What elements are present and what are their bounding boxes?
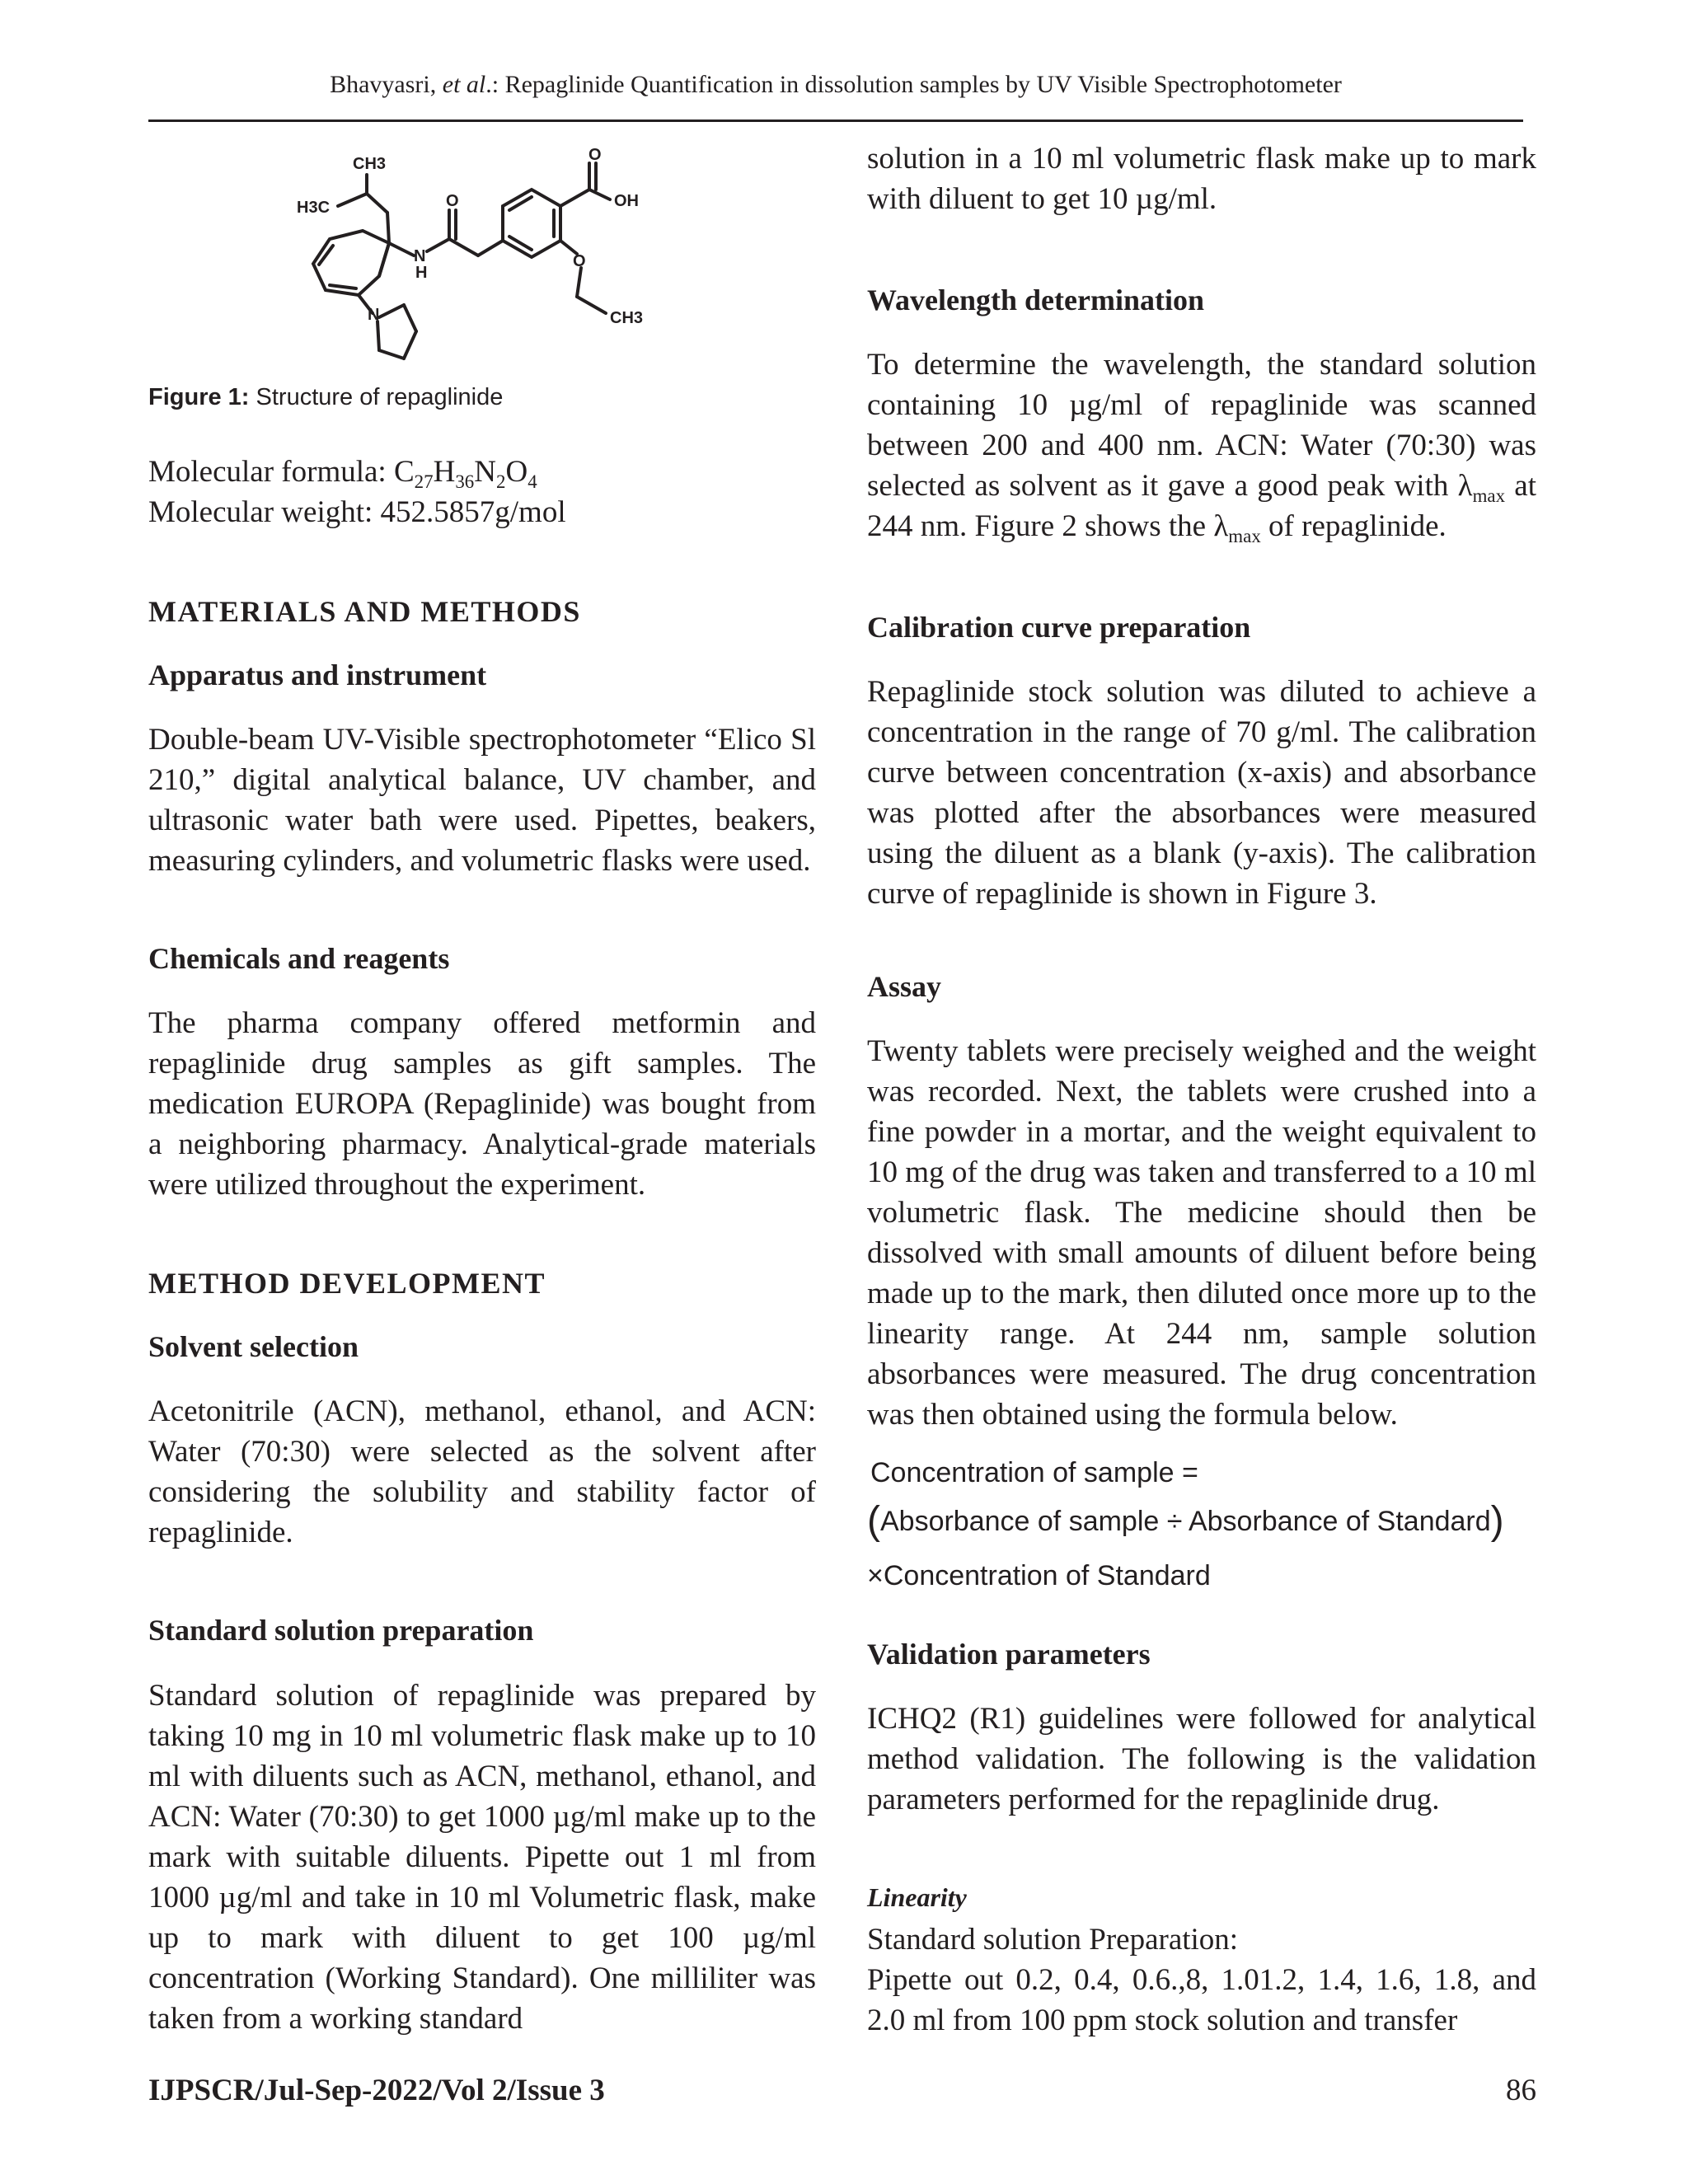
figure-1-caption-label: Figure 1: <box>148 384 250 410</box>
paragraph-wavelength: To determine the wavelength, the standard solution containing 10 µg/ml of repaglinide was scanned between 200 and 400 nm. ACN: Water (70:30) was selected as solvent as it gave a good peak with $\lambda_{max}$ at 244 nm. Figure 2 shows the $\lambda_{max}$ of repaglinide. <box>867 348 1537 547</box>
footer-page-number: 86 <box>1506 2074 1536 2107</box>
formula-line-1: Concentration of sample = <box>870 1457 1198 1488</box>
formula-line-3: ×Concentration of Standard <box>867 1560 1211 1591</box>
molecule-bonds <box>313 163 610 359</box>
paragraph-assay: Twenty tablets were precisely weighed and the weight was recorded. Next, the tablets were crushed into a fine powder in a mortar, and the weight equivalent to 10 mg of the drug was taken and transferred to a 10 ml volumetric flask. The medicine should then be dissolved with small amounts of diluent before being made up to the mark, then diluted once more up to the linearity range. At 244 nm, sample solution absorbances were measured. The drug concentration was then obtained using the formula below. <box>867 1034 1536 1432</box>
atom-label-oh: OH <box>614 192 639 210</box>
atom-label-ch3-top: CH3 <box>353 155 387 173</box>
atom-label-ch3-ethoxy: CH3 <box>610 309 644 327</box>
subheading-assay: Assay <box>867 970 942 1003</box>
running-header <box>148 70 1523 100</box>
subheading-validation: Validation parameters <box>867 1638 1151 1671</box>
subheading-linearity: Linearity <box>867 1882 967 1912</box>
figure-1-caption-text: Structure of repaglinide <box>249 384 504 410</box>
atom-label-piperidine-n: N <box>368 306 380 324</box>
header-rule <box>148 120 1523 122</box>
figure-1-structure <box>280 148 676 371</box>
subheading-wavelength: Wavelength determination <box>867 284 1204 316</box>
atom-label-amide-n: N <box>414 247 426 265</box>
atom-label-ether-o: O <box>573 252 586 270</box>
figure-1-caption <box>148 384 503 411</box>
subheading-solvent: Solvent selection <box>148 1330 359 1363</box>
footer-journal: IJPSCR/Jul-Sep-2022/Vol 2/Issue 3 <box>148 2074 605 2107</box>
header-authors: Bhavyasri, <box>330 71 443 98</box>
molecular-weight: Molecular weight: 452.5857g/mol <box>148 495 566 529</box>
subheading-chemicals: Chemicals and reagents <box>148 942 450 975</box>
formula-line-2: (Absorbance of sample ÷ Absorbance of Standard) <box>867 1499 1504 1543</box>
header-title: .: Repaglinide Quantification in dissolution samples by UV Visible Spectrophotometer <box>485 71 1342 98</box>
paragraph-validation: ICHQ2 (R1) guidelines were followed for analytical method validation. The following is the validation parameters performed for the repaglinide drug. <box>867 1702 1536 1816</box>
paragraph-linearity: Pipette out 0.2, 0.4, 0.6.,8, 1.01.2, 1.4, 1.6, 1.8, and 2.0 ml from 100 ppm stock solution and transfer <box>867 1963 1536 2037</box>
repaglinide-structure-drawing <box>280 148 676 371</box>
paragraph-calibration: Repaglinide stock solution was diluted to achieve a concentration in the range of 70 g/ml. The calibration curve between concentration (x-axis) and absorbance was plotted after the absorbances were measured using the diluent as a blank (y-axis). The calibration curve of repaglinide is shown in Figure 3. <box>867 675 1536 911</box>
atom-label-h3c: H3C <box>297 199 331 217</box>
paragraph-standard-solution: Standard solution of repaglinide was prepared by taking 10 mg in 10 ml volumetric flask make up to 10 ml with diluents such as ACN, methanol, ethanol, and ACN: Water (70:30) to get 1000 µg/ml make up to the mark with suitable diluents. Pipette out 1 ml from 1000 µg/ml and take in 10 ml Volumetric flask, make up to mark with diluent to get 100 µg/ml concentration (Working Standard). One milliliter was taken from a working standard <box>148 1679 816 2036</box>
subheading-standard-solution: Standard solution preparation <box>148 1614 534 1647</box>
atom-label-acid-o: O <box>588 148 602 164</box>
paragraph-apparatus: Double-beam UV-Visible spectrophotometer “Elico Sl 210,” digital analytical balance, UV chamber, and ultrasonic water bath were used. Pipettes, beakers, measuring cylinders, and volumetric flasks were used. <box>148 723 816 878</box>
paragraph-continued: solution in a 10 ml volumetric flask make up to mark with diluent to get 10 µg/ml. <box>867 142 1536 216</box>
atom-label-amide-o: O <box>446 192 459 210</box>
section-heading-materials: MATERIALS AND METHODS <box>148 595 581 628</box>
header-et-al: et al <box>442 71 486 98</box>
subheading-apparatus: Apparatus and instrument <box>148 658 487 691</box>
paragraph-chemicals: The pharma company offered metformin and repaglinide drug samples as gift samples. The medication EUROPA (Repaglinide) was bought from a neighboring pharmacy. Analytical-grade materials were utilized throughout the experiment. <box>148 1006 816 1202</box>
subheading-calibration: Calibration curve preparation <box>867 611 1251 644</box>
paragraph-solvent: Acetonitrile (ACN), methanol, ethanol, and ACN: Water (70:30) were selected as the solvent after considering the solubility and stability factor of repaglinide. <box>148 1394 816 1549</box>
atom-label-amide-h: H <box>415 264 428 282</box>
linearity-standard-preparation: Standard solution Preparation: <box>867 1923 1239 1957</box>
section-heading-method-development: METHOD DEVELOPMENT <box>148 1267 546 1300</box>
molecular-formula: Molecular formula: $C_{27}H_{36}N_2O_4$ <box>148 455 537 493</box>
molecule-atom-labels <box>297 148 643 327</box>
